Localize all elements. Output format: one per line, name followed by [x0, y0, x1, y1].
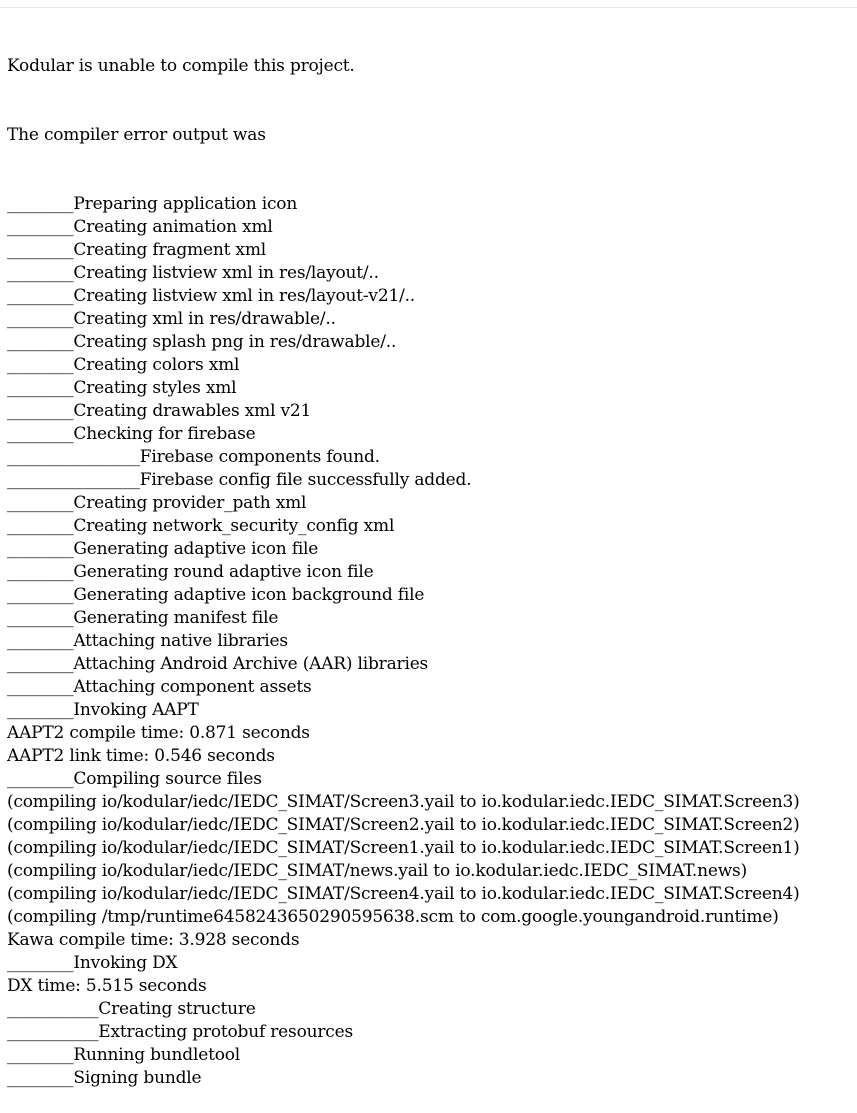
log-line: ________Generating manifest file [7, 608, 279, 628]
error-heading: Kodular is unable to compile this project. [7, 56, 355, 76]
top-divider [0, 0, 857, 8]
log-line: ________Running bundletool [7, 1045, 241, 1065]
log-line: ________Attaching native libraries [7, 631, 288, 651]
log-line: (compiling io/kodular/iedc/IEDC_SIMAT/Screen1.yail to io.kodular.iedc.IEDC_SIMAT.Screen1) [7, 838, 800, 858]
log-line: ________Invoking DX [7, 953, 178, 973]
log-line: ________________Firebase components found. [7, 447, 380, 467]
log-line: ________Invoking AAPT [7, 700, 199, 720]
log-line: ________Attaching component assets [7, 677, 312, 697]
log-line: (compiling io/kodular/iedc/IEDC_SIMAT/news.yail to io.kodular.iedc.IEDC_SIMAT.news) [7, 861, 747, 881]
log-line: AAPT2 compile time: 0.871 seconds [7, 723, 310, 743]
compiler-output [7, 9, 857, 1113]
log-line: ________Compiling source files [7, 769, 262, 789]
log-line: AAPT2 link time: 0.546 seconds [7, 746, 275, 766]
log-line: ________Creating drawables xml v21 [7, 401, 312, 421]
log-line: (compiling io/kodular/iedc/IEDC_SIMAT/Screen3.yail to io.kodular.iedc.IEDC_SIMAT.Screen3) [7, 792, 800, 812]
log-line: ________Checking for firebase [7, 424, 256, 444]
log-line: ________Creating colors xml [7, 355, 240, 375]
log-line: Kawa compile time: 3.928 seconds [7, 930, 300, 950]
log-line: ________Creating xml in res/drawable/.. [7, 309, 336, 329]
log-line: ________Attaching Android Archive (AAR) libraries [7, 654, 429, 674]
log-line: ________Generating adaptive icon background file [7, 585, 425, 605]
log-line: ________Creating listview xml in res/layout-v21/.. [7, 286, 416, 306]
log-line: (compiling /tmp/runtime6458243650290595638.scm to com.google.youngandroid.runtime) [7, 907, 779, 927]
log-line: ________Creating styles xml [7, 378, 237, 398]
log-line: (compiling io/kodular/iedc/IEDC_SIMAT/Screen2.yail to io.kodular.iedc.IEDC_SIMAT.Screen2) [7, 815, 800, 835]
log-line: ________Preparing application icon [7, 194, 298, 214]
build-log [7, 193, 857, 1090]
log-line: (compiling io/kodular/iedc/IEDC_SIMAT/Screen4.yail to io.kodular.iedc.IEDC_SIMAT.Screen4) [7, 884, 800, 904]
log-line: ___________Extracting protobuf resources [7, 1022, 353, 1042]
log-line: ________Signing bundle [7, 1068, 202, 1088]
log-line: ________Creating fragment xml [7, 240, 266, 260]
log-line: ________Creating animation xml [7, 217, 273, 237]
log-line: DX time: 5.515 seconds [7, 976, 207, 996]
log-line: ___________Creating structure [7, 999, 256, 1019]
log-line: ________Creating provider_path xml [7, 493, 307, 513]
error-subheading: The compiler error output was [7, 125, 266, 145]
log-line: ________Creating splash png in res/drawable/.. [7, 332, 397, 352]
log-line: ________Generating round adaptive icon file [7, 562, 374, 582]
log-line: ________Creating network_security_config xml [7, 516, 395, 536]
log-line: ________________Firebase config file successfully added. [7, 470, 472, 490]
log-line: ________Creating listview xml in res/layout/.. [7, 263, 379, 283]
log-line: ________Generating adaptive icon file [7, 539, 319, 559]
